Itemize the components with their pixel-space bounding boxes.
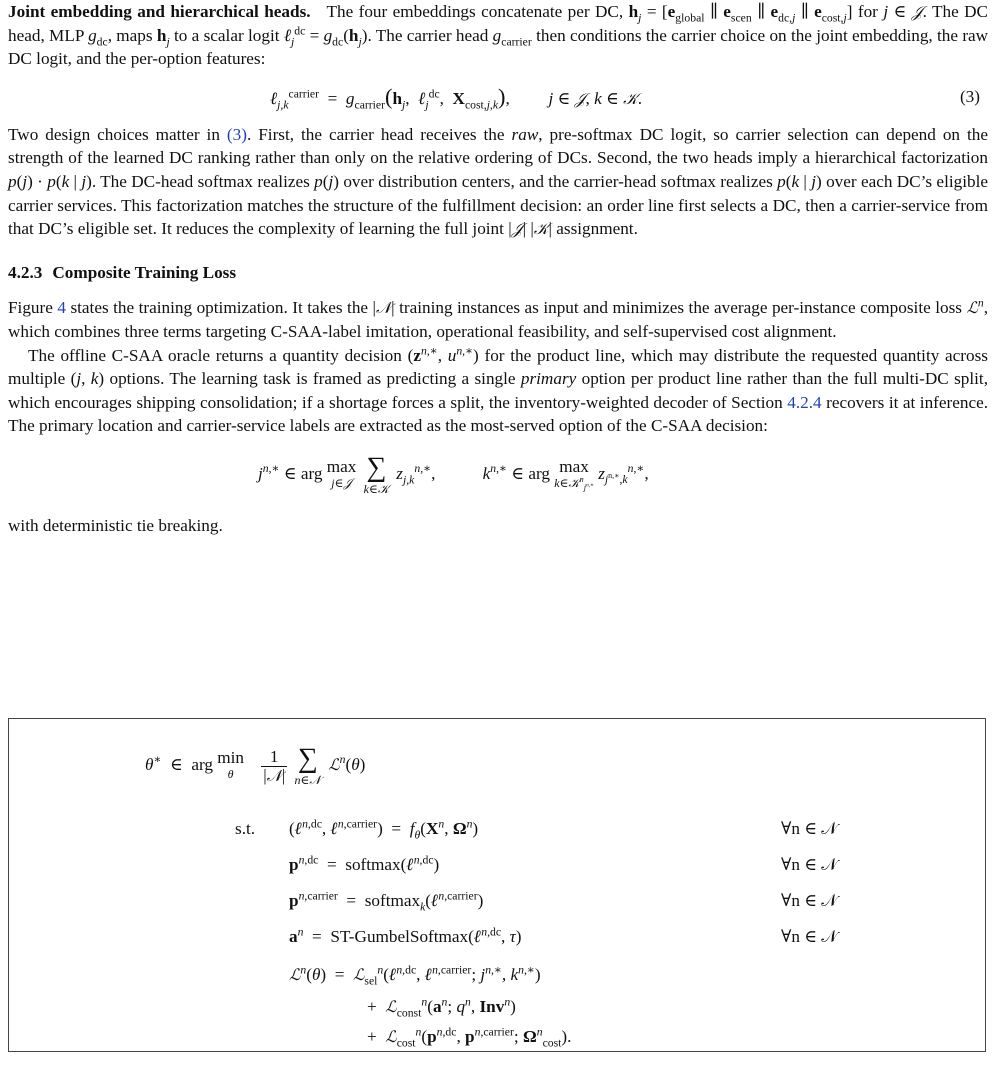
objective-row: θ∗ ∈ arg min θ $\frac{1}{\text{|𝒩|}}$ ∑ n∈𝒩 ℒ$^n$(θ) [145, 743, 366, 787]
figure-4-training-optimization: θ∗ ∈ arg min θ $\frac{1}{\text{|𝒩|}}$ ∑ n∈𝒩 ℒ$^n$(θ) s.t. (ℓ$^{n,dc}$, ℓ$^{n,carrier}$) = $f_\theta(X^n$, $\Omega^n$) ∀n ∈ 𝒩 $p^{n,dc}$ = softmax(ℓ$^{n,dc}$) ∀n ∈ 𝒩 $p^{n,carrier}$ = softmax$_k$(ℓ$^{n,carrier}$) ∀n ∈ 𝒩 $a^n$ = ST-GumbelSoftmax(ℓ$^{n,dc}$, τ) ∀n ∈ 𝒩 ℒ$^n$(θ) = ℒ$_{sel}^n$(ℓ$^{n,dc}$, ℓ$^{n,carrier}$; $j^{n,∗}$, $k^{n,∗}$) + $ℒ_{const}^n(a^n$; $q^n$, Inv$^n$) + $ℒ_{cost}^n(p^{n,dc}$, $p^{n,carrier}$; $\Omega^n_{cost}$). [8, 718, 986, 1052]
section-heading: 4.2.3 Composite Training Loss [8, 262, 237, 282]
paragraph-joint-embedding: Joint embedding and hierarchical heads. The four embeddings concatenate per DC, $h_j = [e_{global}$ ∥ $e_{scen}$ ∥ $e_{dc,j}$ ∥ $e_{cost,j}$] for j ∈ 𝒥. The DC head, MLP $g_{dc}$, maps $h_j$ to a scalar logit ℓ$_j^{dc}$ = $g_{dc}(h_j)$. The carrier head $g_{carrier}$ then conditions the carrier choice on the joint embedding, the raw DC logit, and the per-option features: [8, 2, 989, 69]
paper-page [8, 0, 989, 1050]
equation-ref-link[interactable]: (3) [226, 124, 247, 144]
loss-row-selection: ℒ$^n$(θ) = ℒ$_{sel}^n$(ℓ$^{n,dc}$, ℓ$^{n,carrier}$; $j^{n,∗}$, $k^{n,∗}$) [289, 963, 541, 988]
paragraph-figure-intro: Figure 4 states the training optimization. It takes the |𝒩| training instances as input and minimizes the average per-instance composite loss ℒ$^n$, which combines three terms targeting C-SAA-label imitation, operational feasibility, and self-supervised cost alignment. [8, 296, 989, 341]
equation-label-extraction: $j^{n,∗}$ ∈ arg max j∈𝒥 ∑ k∈𝒦 $z_{j,k}^{n,∗}$, $k^{n,∗}$ ∈ arg max k∈𝒦$^n_{j^{n,∗}}$ $z_{j^{n,∗},k}^{n,∗}$, [258, 451, 649, 496]
section-ref-link[interactable]: 4.2.4 [787, 392, 822, 412]
loss-row-constraint: + $ℒ_{const}^n(a^n$; $q^n$, Inv$^n$) [367, 995, 516, 1020]
paragraph-design-choices: Two design choices matter in (3). First, the carrier head receives the raw, pre-softmax DC logit, so carrier selection can depend on the strength of the learned DC ranking rather than only on the relative ordering of DCs. Second, the two heads imply a hierarchical factorization p(j) · p(k | j). The DC-head softmax realizes p(j) over distribution centers, and the carrier-head softmax realizes p(k | j) over each DC’s eligible carrier services. This factorization matches the structure of the fulfillment decision: an order line first selects a DC, then a carrier-service from that DC’s eligible set. It reduces the complexity of learning the full joint |𝒥| |𝒦| assignment. [8, 124, 989, 239]
paragraph-tie-breaking: with deterministic tie breaking. [8, 515, 223, 535]
equation-3: ℓ$_{j,k}^{carrier}$ = $g_{carrier}(h_j$, ℓ$_j^{dc}$, $X_{cost,j,k}$), j ∈ 𝒥, k ∈ 𝒦. (3) [270, 83, 980, 112]
loss-row-cost: + $ℒ_{cost}^n(p^{n,dc}$, $p^{n,carrier}$; $\Omega^n_{cost}$). [367, 1025, 572, 1050]
paragraph-oracle: The offline C-SAA oracle returns a quantity decision ($z^{n,∗}$, $u^{n,∗}$) for the product line, which may distribute the requested quantity across multiple (j, k) options. The learning task is framed as predicting a single primary option per product line rather than the full multi-DC split, which encourages shipping consolidation; if a shortage forces a split, the inventory-weighted decoder of Section 4.2.4 recovers it at inference. The primary location and carrier-service labels are extracted as the most-served option of the C-SAA decision: [8, 343, 989, 436]
figure-ref-link[interactable]: 4 [57, 298, 66, 318]
equation-number: (3) [959, 86, 980, 106]
paragraph-heading: Joint embedding and hierarchical heads. [8, 2, 311, 21]
